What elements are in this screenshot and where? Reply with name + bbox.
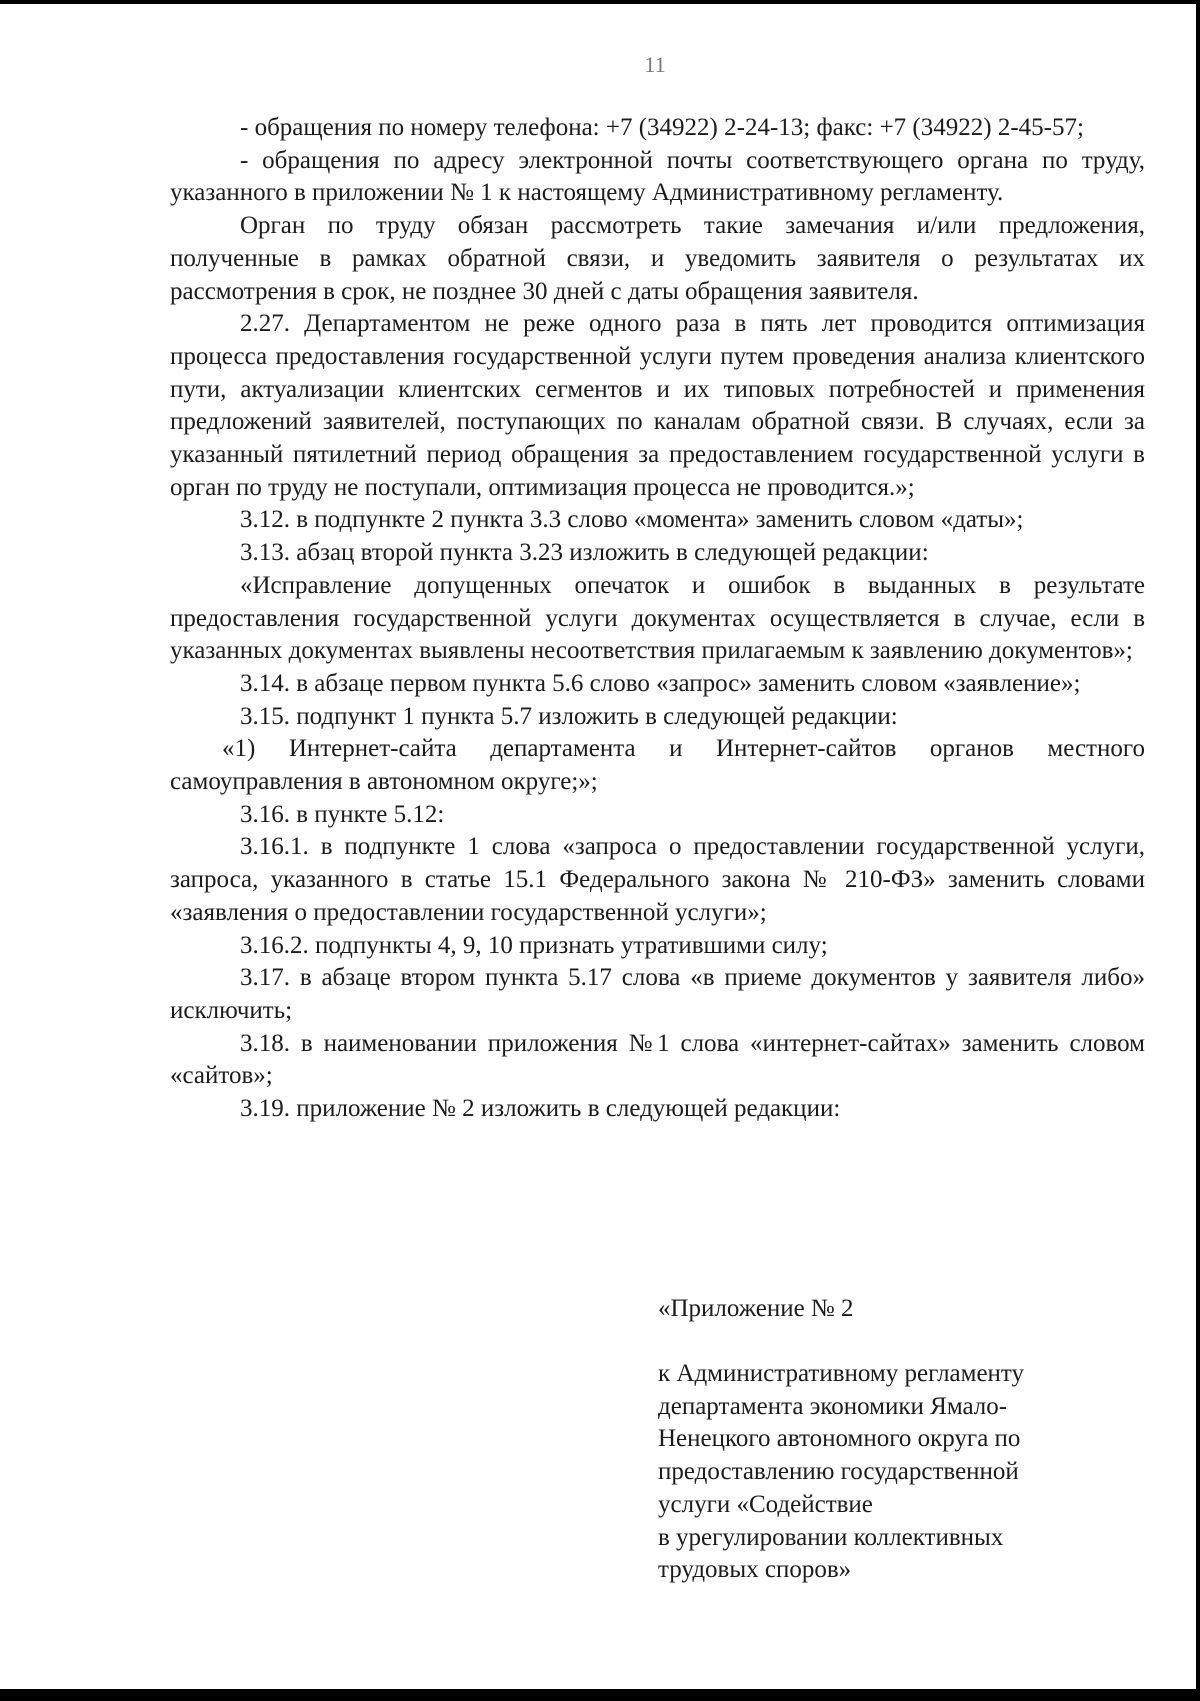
paragraph-3-19: 3.19. приложение № 2 изложить в следующей редакции: (240, 1095, 841, 1123)
appendix-caption-line: департамента экономики Ямало- (658, 1392, 1008, 1420)
paragraph-phone-contact: - обращения по номеру телефона: +7 (34922) 2-24-13; факс: +7 (34922) 2-45-57; (240, 114, 1084, 141)
paragraph-feedback-review: Орган по труду обязан рассмотреть такие замечания и/или предложения, полученные в рамках обратной связи, и уведомить заявителя о результатах их рассмотрения в срок, не позднее 30 дней с даты обращения заявителя. (170, 212, 1145, 305)
paragraph-3-12: 3.12. в подпункте 2 пункта 3.3 слово «момента» заменить словом «даты»; (240, 506, 1024, 534)
paragraph-3-14: 3.14. в абзаце первом пункта 5.6 слово «запрос» заменить словом «заявление»; (240, 669, 1081, 697)
paragraph-3-16-2: 3.16.2. подпункты 4, 9, 10 признать утратившими силу; (240, 931, 828, 959)
document-body (170, 112, 1145, 1126)
scan-edge-right (1196, 0, 1200, 1701)
paragraph-3-17: 3.17. в абзаце втором пункта 5.17 слова «в приеме документов у заявителя либо» исключить; (170, 964, 1145, 1024)
appendix-title: «Приложение № 2 (658, 1295, 854, 1322)
paragraph-3-16: 3.16. в пункте 5.12: (240, 800, 445, 828)
appendix-caption-line: Ненецкого автономного округа по (658, 1425, 1021, 1453)
paragraph-3-18: 3.18. в наименовании приложения №1 слова «интернет-сайтах» заменить словом «сайтов»; (170, 1029, 1145, 1090)
appendix-caption-line: услуги «Содействие (658, 1490, 873, 1518)
appendix-caption-line: трудовых споров» (658, 1556, 852, 1584)
paragraph-3-16-1: 3.16.1. в подпункте 1 слова «запроса о предоставлении государственной услуги, запроса, указанного в статье 15.1 Федерального закона № 210-ФЗ» заменить словами «заявления о предоставлении государственной услуги»; (170, 833, 1145, 926)
appendix-caption (658, 1358, 1078, 1587)
paragraph-2-27-optimization: 2.27. Департаментом не реже одного раза в пять лет проводится оптимизация процесса предоставления государственной услуги путем проведения анализа клиентского пути, актуализации клиентских сегментов и их типовых потребностей и применения предложений заявителей, поступающих по каналам обратной связи. В случаях, если за указанный пятилетний период обращения за предоставлением государственной услуги в орган по труду не поступали, оптимизация процесса не проводится.»; (170, 310, 1145, 501)
paragraph-3-13: 3.13. абзац второй пункта 3.23 изложить в следующей редакции: (240, 539, 929, 567)
appendix-caption-line: к Административному регламенту (658, 1360, 1025, 1387)
scan-edge-bottom (0, 1689, 1200, 1701)
scan-edge-top (0, 0, 1200, 4)
paragraph-3-15: 3.15. подпункт 1 пункта 5.7 изложить в следующей редакции: (240, 702, 898, 730)
appendix-caption-line: в урегулировании коллективных (658, 1523, 1004, 1551)
page-number: 11 (644, 52, 666, 77)
paragraph-email-contact: - обращения по адресу электронной почты соответствующего органа по труду, указанного в приложении № 1 к настоящему Административному регламенту. (170, 146, 1145, 207)
paragraph-internet-sites: «1) Интернет-сайта департамента и Интернет-сайтов органов местного самоуправления в автономном округе;»; (170, 735, 1145, 796)
paragraph-correction-text: «Исправление допущенных опечаток и ошибок в выданных в результате предоставления государственной услуги документах осуществляется в случае, если в указанных документах выявлены несоответствия прилагаемым к заявлению документов»; (170, 571, 1145, 665)
appendix-caption-line: предоставлению государственной (658, 1458, 1019, 1486)
